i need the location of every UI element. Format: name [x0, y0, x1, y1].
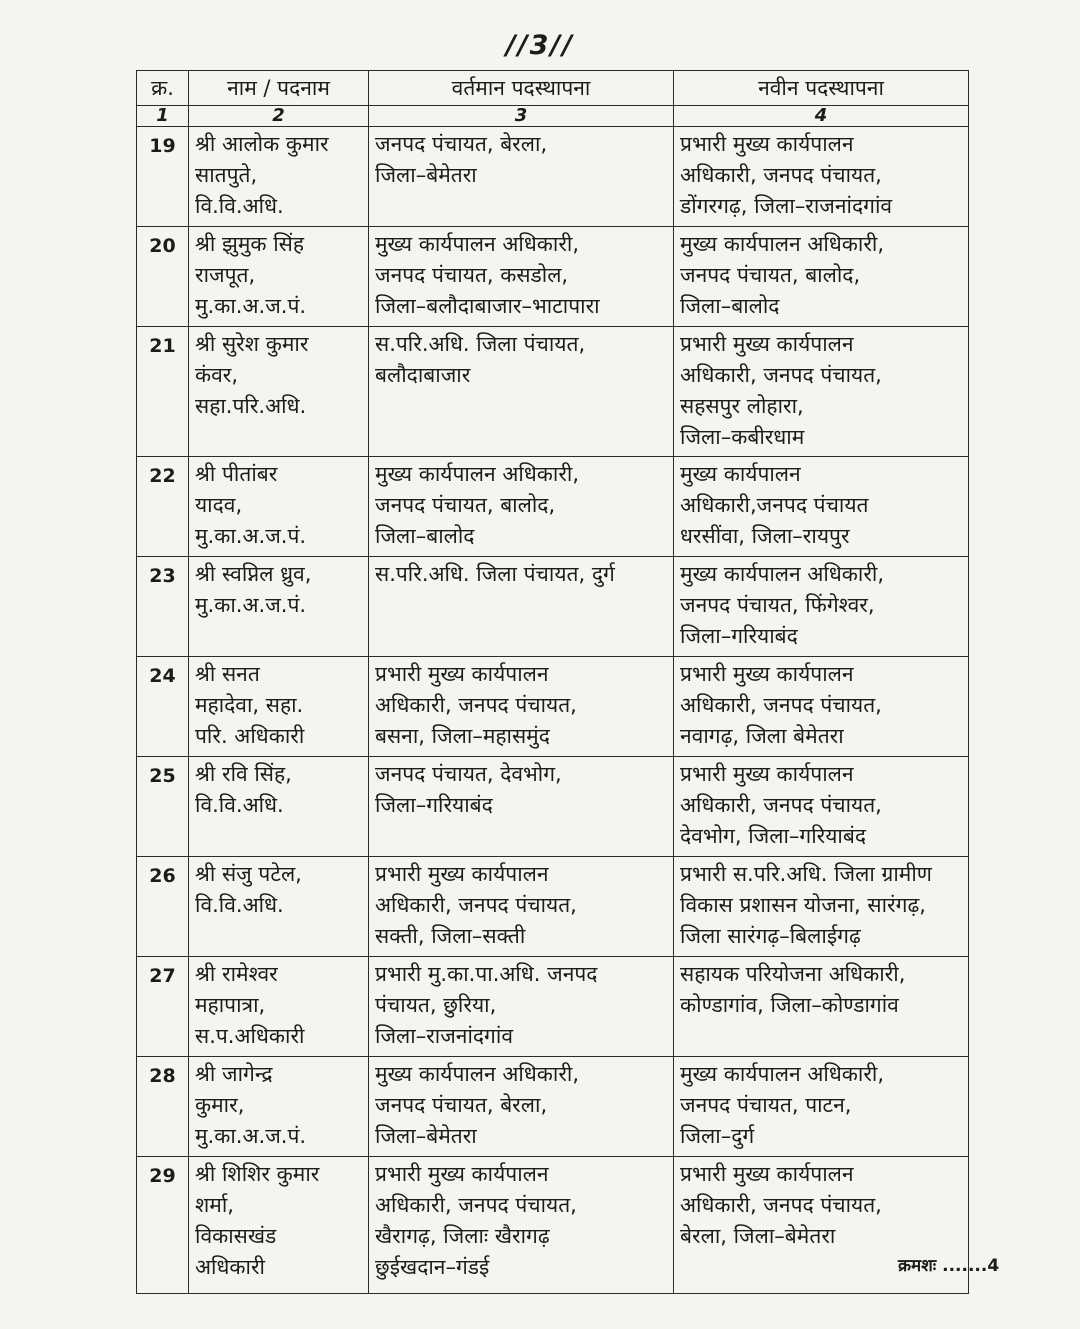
table-row [137, 957, 969, 1057]
name-designation-cell [189, 957, 369, 1057]
cell-line: कुमार, [195, 1093, 245, 1117]
cell-line: विकासखंड [195, 1224, 277, 1248]
cell-line: प्रभारी मुख्य कार्यपालन [680, 662, 854, 686]
table-row [137, 1057, 969, 1157]
cell-line: जिला–बेमेतरा [375, 163, 477, 187]
cell-line: प्रभारी मुख्य कार्यपालन [680, 332, 854, 356]
page-number: //3// [505, 30, 575, 61]
cell-line: जिला–बालोद [375, 524, 475, 548]
current-posting-cell [369, 857, 674, 957]
serial-number: 24 [137, 657, 189, 757]
serial-number: 20 [137, 227, 189, 327]
cell-line: प्रभारी स.परि.अधि. जिला ग्रामीण [680, 862, 932, 886]
new-posting-cell [674, 457, 969, 557]
new-posting-cell [674, 557, 969, 657]
cell-line: वि.वि.अधि. [195, 194, 284, 218]
current-posting-cell [369, 757, 674, 857]
cell-line: डोंगरगढ़, जिला–राजनांदगांव [680, 194, 893, 218]
cell-line: श्री संजु पटेल, [195, 862, 302, 886]
new-posting-cell [674, 327, 969, 457]
cell-line: नवागढ़, जिला बेमेतरा [680, 724, 844, 748]
current-posting-cell [369, 457, 674, 557]
cell-line: मु.का.अ.ज.पं. [195, 593, 307, 617]
name-designation-cell [189, 657, 369, 757]
cell-line: राजपूत, [195, 263, 256, 287]
current-posting-cell [369, 657, 674, 757]
cell-line: महादेवा, सहा. [195, 693, 304, 717]
cell-line: जनपद पंचायत, बेरला, [375, 132, 548, 156]
cell-line: स.परि.अधि. जिला पंचायत, [375, 332, 586, 356]
cell-line: जिला–बेमेतरा [375, 1124, 477, 1148]
cell-line: मु.का.अ.ज.पं. [195, 294, 307, 318]
cell-line: मुख्य कार्यपालन अधिकारी, [680, 562, 885, 586]
table-row [137, 1157, 969, 1294]
cell-line: मु.का.अ.ज.पं. [195, 1124, 307, 1148]
table-row [137, 327, 969, 457]
cell-line: पंचायत, छुरिया, [375, 993, 497, 1017]
cell-line: अधिकारी,जनपद पंचायत [680, 493, 869, 517]
continued-note: क्रमशः .......4 [898, 1256, 1000, 1276]
cell-line: जनपद पंचायत, कसडोल, [375, 263, 569, 287]
cell-line: जिला–राजनांदगांव [375, 1024, 513, 1048]
column-number: 4 [674, 106, 969, 127]
cell-line: जनपद पंचायत, बालोद, [375, 493, 556, 517]
cell-line: अधिकारी, जनपद पंचायत, [375, 693, 577, 717]
cell-line: अधिकारी [195, 1255, 265, 1279]
cell-line: बसना, जिला–महासमुंद [375, 724, 550, 748]
cell-line: जिला–गरियाबंद [375, 793, 493, 817]
serial-number: 29 [137, 1157, 189, 1294]
cell-line: खैरागढ़, जिलाः खैरागढ़ [375, 1224, 550, 1248]
cell-line: बलौदाबाजार [375, 363, 471, 387]
cell-line: विकास प्रशासन योजना, सारंगढ़, [680, 893, 926, 917]
cell-line: जिला–दुर्ग [680, 1124, 755, 1148]
column-number: 3 [369, 106, 674, 127]
cell-line: मुख्य कार्यपालन अधिकारी, [375, 462, 580, 486]
serial-number: 27 [137, 957, 189, 1057]
current-posting-cell [369, 1157, 674, 1294]
cell-line: धरसींवा, जिला–रायपुर [680, 524, 850, 548]
cell-line: प्रभारी मुख्य कार्यपालन [680, 762, 854, 786]
cell-line: प्रभारी मुख्य कार्यपालन [375, 862, 549, 886]
cell-line: कंवर, [195, 363, 239, 387]
cell-line: सहा.परि.अधि. [195, 394, 307, 418]
column-number-row [137, 106, 969, 127]
serial-number: 25 [137, 757, 189, 857]
cell-line: सक्ती, जिला–सक्ती [375, 924, 526, 948]
cell-line: शर्मा, [195, 1193, 234, 1217]
name-designation-cell [189, 557, 369, 657]
name-designation-cell [189, 1057, 369, 1157]
cell-line: जनपद पंचायत, बेरला, [375, 1093, 548, 1117]
cell-line: अधिकारी, जनपद पंचायत, [680, 1193, 882, 1217]
cell-line: श्री शिशिर कुमार [195, 1162, 320, 1186]
current-posting-cell [369, 327, 674, 457]
cell-line: स.प.अधिकारी [195, 1024, 305, 1048]
cell-line: परि. अधिकारी [195, 724, 305, 748]
cell-line: मु.का.अ.ज.पं. [195, 524, 307, 548]
cell-line: कोण्डागांव, जिला–कोण्डागांव [680, 993, 899, 1017]
new-posting-cell [674, 227, 969, 327]
cell-line: वि.वि.अधि. [195, 893, 284, 917]
name-designation-cell [189, 857, 369, 957]
cell-line: श्री आलोक कुमार [195, 132, 329, 156]
new-posting-cell [674, 127, 969, 227]
new-posting-cell [674, 857, 969, 957]
cell-line: श्री रवि सिंह, [195, 762, 292, 786]
header-new-posting: नवीन पदस्थापना [674, 71, 969, 106]
table-header-row [137, 71, 969, 106]
cell-line: जिला सारंगढ़–बिलाईगढ़ [680, 924, 861, 948]
table-row [137, 757, 969, 857]
table-row [137, 227, 969, 327]
cell-line: प्रभारी मुख्य कार्यपालन [680, 1162, 854, 1186]
cell-line: जनपद पंचायत, फिंगेश्वर, [680, 593, 875, 617]
cell-line: मुख्य कार्यपालन अधिकारी, [680, 1062, 885, 1086]
name-designation-cell [189, 1157, 369, 1294]
header-serial: क्र. [137, 71, 189, 106]
cell-line: श्री स्वप्निल ध्रुव, [195, 562, 312, 586]
column-number: 1 [137, 106, 189, 127]
cell-line: प्रभारी मुख्य कार्यपालन [375, 1162, 549, 1186]
cell-line: श्री पीतांबर [195, 462, 278, 486]
cell-line: प्रभारी मु.का.पा.अधि. जनपद [375, 962, 598, 986]
table-row [137, 457, 969, 557]
cell-line: अधिकारी, जनपद पंचायत, [680, 163, 882, 187]
column-number: 2 [189, 106, 369, 127]
cell-line: श्री जागेन्द्र [195, 1062, 273, 1086]
name-designation-cell [189, 327, 369, 457]
table-row [137, 127, 969, 227]
cell-line: जिला–कबीरधाम [680, 425, 805, 449]
current-posting-cell [369, 557, 674, 657]
current-posting-cell [369, 227, 674, 327]
cell-line: वि.वि.अधि. [195, 793, 284, 817]
new-posting-cell [674, 657, 969, 757]
cell-line: अधिकारी, जनपद पंचायत, [680, 363, 882, 387]
cell-line: श्री सनत [195, 662, 260, 686]
serial-number: 26 [137, 857, 189, 957]
serial-number: 21 [137, 327, 189, 457]
cell-line: जनपद पंचायत, देवभोग, [375, 762, 562, 786]
cell-line: मुख्य कार्यपालन अधिकारी, [375, 232, 580, 256]
serial-number: 23 [137, 557, 189, 657]
table-row [137, 857, 969, 957]
cell-line: श्री रामेश्वर [195, 962, 278, 986]
cell-line: अधिकारी, जनपद पंचायत, [680, 693, 882, 717]
cell-line: जनपद पंचायत, बालोद, [680, 263, 861, 287]
cell-line: जिला–बालोद [680, 294, 780, 318]
cell-line: सहायक परियोजना अधिकारी, [680, 962, 906, 986]
table-row [137, 657, 969, 757]
cell-line: छुईखदान–गंडई [375, 1255, 490, 1279]
cell-line: श्री सुरेश कुमार [195, 332, 309, 356]
cell-line: श्री झुमुक सिंह [195, 232, 305, 256]
new-posting-cell [674, 757, 969, 857]
current-posting-cell [369, 957, 674, 1057]
cell-line: प्रभारी मुख्य कार्यपालन [375, 662, 549, 686]
name-designation-cell [189, 227, 369, 327]
cell-line: यादव, [195, 493, 243, 517]
transfer-table [136, 70, 969, 1294]
cell-line: जनपद पंचायत, पाटन, [680, 1093, 852, 1117]
cell-line: महापात्रा, [195, 993, 266, 1017]
cell-line: अधिकारी, जनपद पंचायत, [375, 1193, 577, 1217]
header-name: नाम / पदनाम [189, 71, 369, 106]
name-designation-cell [189, 757, 369, 857]
name-designation-cell [189, 127, 369, 227]
new-posting-cell [674, 1057, 969, 1157]
name-designation-cell [189, 457, 369, 557]
table-row [137, 557, 969, 657]
serial-number: 28 [137, 1057, 189, 1157]
cell-line: जिला–गरियाबंद [680, 624, 798, 648]
cell-line: बेरला, जिला–बेमेतरा [680, 1224, 836, 1248]
new-posting-cell [674, 957, 969, 1057]
current-posting-cell [369, 127, 674, 227]
cell-line: सातपुते, [195, 163, 258, 187]
serial-number: 22 [137, 457, 189, 557]
cell-line: मुख्य कार्यपालन अधिकारी, [680, 232, 885, 256]
cell-line: जिला–बलौदाबाजार–भाटापारा [375, 294, 600, 318]
cell-line: स.परि.अधि. जिला पंचायत, दुर्ग [375, 562, 615, 586]
cell-line: मुख्य कार्यपालन अधिकारी, [375, 1062, 580, 1086]
serial-number: 19 [137, 127, 189, 227]
cell-line: अधिकारी, जनपद पंचायत, [375, 893, 577, 917]
cell-line: अधिकारी, जनपद पंचायत, [680, 793, 882, 817]
header-current-posting: वर्तमान पदस्थापना [369, 71, 674, 106]
cell-line: प्रभारी मुख्य कार्यपालन [680, 132, 854, 156]
cell-line: मुख्य कार्यपालन [680, 462, 801, 486]
current-posting-cell [369, 1057, 674, 1157]
cell-line: सहसपुर लोहारा, [680, 394, 804, 418]
cell-line: देवभोग, जिला–गरियाबंद [680, 824, 867, 848]
